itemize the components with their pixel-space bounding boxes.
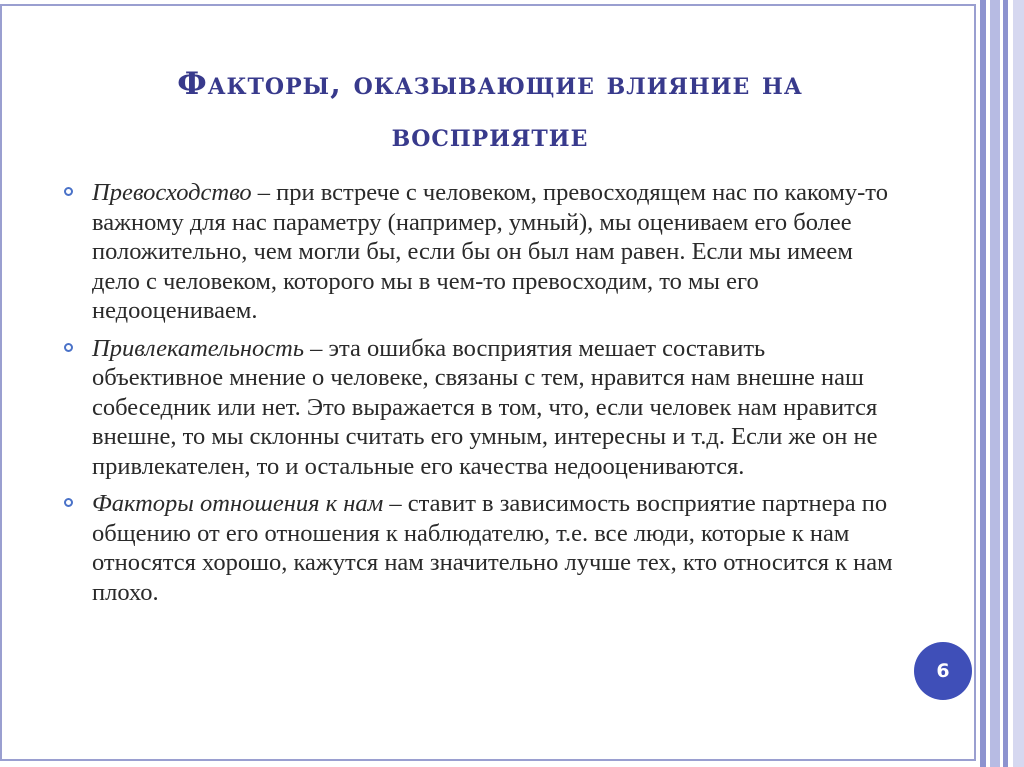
stripe: [990, 0, 1000, 767]
bullet-list: [60, 178, 900, 615]
bullet-circle-icon: [64, 498, 73, 507]
slide-title: [80, 58, 900, 162]
bullet-circle-icon: [64, 343, 73, 352]
stripe: [1013, 0, 1024, 767]
bullet-term: Превосходство: [92, 179, 252, 206]
bullet-term: Факторы отношения к нам: [92, 490, 384, 517]
decorative-stripes: [980, 0, 1024, 767]
bullet-item-superiority: [60, 178, 900, 326]
bullet-circle-icon: [64, 187, 73, 196]
bullet-text: – эта ошибка восприятия мешает составить объективное мнение о человеке, связаны с тем, нравится нам внешне наш собеседник или нет. Это выражается в том, что, если человек нам нравится внешне, то мы склонны считать его умным, интересны и т.д. Если же он не привлекателен, то и остальные его качества недооцениваются.: [92, 334, 878, 480]
bullet-item-attractiveness: [60, 334, 900, 482]
bullet-term: Привлекательность: [92, 334, 305, 362]
page-number-badge: 6: [914, 642, 972, 700]
bullet-text: – при встрече с человеком, превосходящем нас по какому-то важному для нас параметру (например, умный), мы оцениваем его более положительно, чем могли бы, если бы он был нам равен. Если мы имеем дело с человеком, которого мы в чем-то превосходим, то мы его недооцениваем.: [92, 179, 888, 324]
title-line-1: Факторы, оказывающие влияние на: [177, 66, 803, 102]
bullet-item-attitude-factors: [60, 489, 900, 607]
title-line-2: восприятие: [391, 118, 589, 154]
bullet-text: – ставит в зависимость восприятие партнера по общению от его отношения к наблюдателю, т.е. все люди, которые к нам относятся хорошо, кажутся нам значительно лучше тех, кто относится к нам плохо.: [92, 490, 893, 606]
